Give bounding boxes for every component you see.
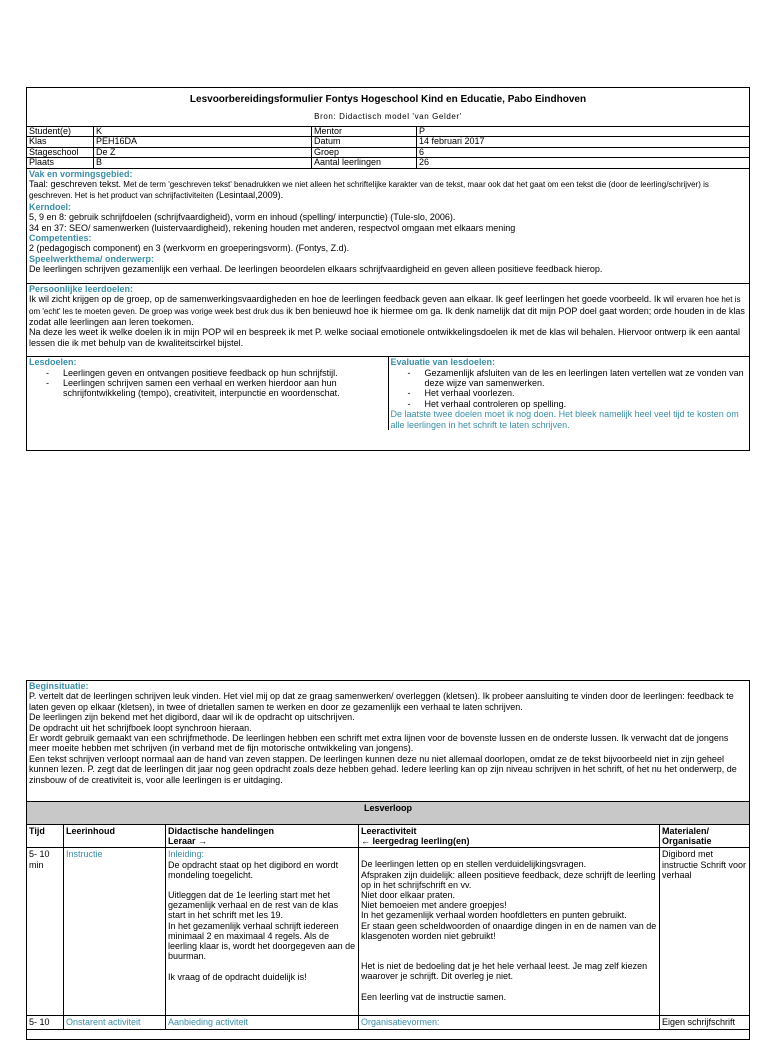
- competenties-text: 2 (pedagogisch component) en 3 (werkvorm en groeperingsvorm). (Fontys, Z.d).: [29, 243, 350, 254]
- persoonlijk-p1c: ik ben benieuwd hoe ik hiermee om ga. Ik denk namelijk dat dit mijn POP doel gaat worden; orde houden in de klas zodat alle leerlingen aan leren toekomen.: [29, 305, 745, 327]
- beginsituatie-label: Beginsituatie:: [29, 681, 89, 691]
- lesson-form-page-1: [26, 87, 750, 451]
- vak-section: [27, 169, 749, 283]
- beginsituatie-line: De leerlingen zijn bekend met het digibord, daar wil ik de opdracht op uitschrijven.: [29, 712, 355, 723]
- row-leeractiviteit: Organisatievormen:: [359, 1016, 660, 1029]
- lesdoel-item: - Leerlingen schrijven samen een verhaal en werken hierdoor aan hun schrijfontwikkeling (tempo), creativiteit, interpunctie en woordenschat.: [63, 378, 386, 399]
- evaluatie-item: - Het verhaal controleren op spelling.: [425, 399, 748, 409]
- kerndoel-line-1: 5, 9 en 8: gebruik schrijfdoelen (schrijfvaardigheid), vorm en inhoud (spelling/ interpunctie) (Tule-slo, 2006).: [29, 212, 456, 223]
- beginsituatie-section: [27, 681, 749, 801]
- vak-label: Vak en vormingsgebied:: [29, 168, 133, 179]
- col-didactisch: Didactische handelingen Leraar →: [166, 825, 359, 848]
- evaluatie-item: - Het verhaal voorlezen.: [425, 388, 748, 398]
- persoonlijk-p1a: Ik wil zicht krijgen op de groep, op de samenwerkingsvaardigheden en hoe de leerlingen feedback geven aan elkaar. Ik geef leerlingen het goede voorbeeld. Ik wil: [29, 294, 677, 305]
- lesdoelen-cell: [27, 357, 389, 430]
- thema-label: Speelwerkthema/ onderwerp:: [29, 253, 155, 264]
- info-label: Aantal leerlingen: [312, 158, 417, 168]
- evaluatie-item: - Gezamenlijk afsluiten van de les en leerlingen laten vertellen wat ze vonden van deze wijze van samenwerken.: [425, 368, 748, 389]
- row-didactisch: Inleiding: De opdracht staat op het digibord en wordt mondeling toegelicht. Uitleggen dat de 1e leerling start met het gezamenlijk verhaal en de rest van de klas start in het schrift met les 19. In het gezamenlijk verhaal schrijft iedereen minimaal 2 en maximaal 4 regels. Als de leerling klaar is, wordt het doorgegeven aan de buurman. Ik vraag of de opdracht duidelijk is!: [166, 848, 359, 1016]
- lesverloop-row: [27, 848, 750, 1016]
- competenties-label: Competenties:: [29, 233, 92, 244]
- info-label: Klas: [27, 137, 94, 147]
- lesdoelen-label: Lesdoelen:: [29, 357, 77, 368]
- persoonlijk-section: [27, 283, 749, 356]
- persoonlijk-p1b: ervaren hoe het is om 'echt' les te moeten geven. De groep was vorige week best druk dus: [29, 295, 741, 316]
- col-leeractiviteit: Leeractiviteit ← leergedrag leerling(en): [359, 825, 660, 848]
- row-tijd: 5- 10: [27, 1016, 64, 1029]
- info-label: Datum: [312, 137, 417, 147]
- info-value: De Z: [94, 147, 312, 157]
- vak-text: Met de term 'geschreven tekst' benadrukken we niet alleen het schriftelijke karakter van de tekst, maar ook dat het gaat om een tekst die (door de leerling/schrijver) is geschreven. Het is het product van schrijfactiviteiten: [29, 180, 709, 201]
- lesdoel-item: - Leerlingen geven en ontvangen positieve feedback op hun schrijfstijl.: [63, 368, 386, 378]
- vak-ref: (Lesintaal,2009).: [213, 190, 284, 201]
- info-label: Mentor: [312, 127, 417, 137]
- col-inhoud: Leerinhoud: [64, 825, 166, 848]
- row-tijd: 5- 10 min: [27, 848, 64, 1016]
- persoonlijk-p2: Na deze les weet ik welke doelen ik in mijn POP wil en bespreek ik met P. welke sociaal emotionele ontwikkelingsdoelen ik met de klas wil behalen. Hiervoor ontwerp ik een aantal lessen die ik met behulp van de kwaliteitscirkel bijstel.: [29, 327, 741, 348]
- vak-lead: Taal: geschreven tekst.: [29, 179, 122, 190]
- student-info-table: [26, 126, 750, 169]
- row-materialen: Eigen schrijfschrift: [660, 1016, 750, 1029]
- lesson-form-page-2: [26, 680, 750, 1040]
- lesverloop-title-row: [27, 802, 750, 825]
- info-value: B: [94, 158, 312, 168]
- info-label: Plaats: [27, 158, 94, 168]
- row-inhoud: Onstarent activiteit: [64, 1016, 166, 1029]
- kerndoel-label: Kerndoel:: [29, 201, 72, 212]
- col-tijd: Tijd: [27, 825, 64, 848]
- row-inhoud: Instructie: [64, 848, 166, 1016]
- beginsituatie-line: P. vertelt dat de leerlingen schrijven leuk vinden. Het viel mij op dat ze graag samenwerken/ overleggen (kletsen). Ik probeer aansluiting te vinden door de leerlingen: feedback te laten geven op elkaar (kletsen), in twee of drietallen samen te werken en door ze gezamenlijk een verhaal te laten schrijven.: [29, 691, 734, 712]
- info-label: Student(e): [27, 127, 94, 137]
- info-label: Stageschool: [27, 147, 94, 157]
- form-source: Bron: Didactisch model 'van Gelder': [314, 112, 462, 121]
- row-didactisch: Aanbieding activiteit: [166, 1016, 359, 1029]
- beginsituatie-line: De opdracht uit het schrijfboek loopt synchroon hieraan.: [29, 722, 252, 733]
- evaluatie-cell: [389, 357, 750, 430]
- evaluatie-note: De laatste twee doelen moet ik nog doen. Het bleek namelijk heel veel tijd te kosten om alle leerlingen in het schrift te laten schrijven.: [390, 409, 739, 430]
- info-row: [27, 147, 750, 157]
- lesverloop-row: [27, 1016, 750, 1029]
- info-value: P: [417, 127, 750, 137]
- row-materialen: Digibord met instructie Schrift voor verhaal: [660, 848, 750, 1016]
- info-label: Groep: [312, 147, 417, 157]
- kerndoel-line-2: 34 en 37: SEO/ samenwerken (luistervaardigheid), rekening houden met anderen, respectvol omgaan met elkaars mening: [29, 222, 516, 233]
- lesverloop-table: [26, 801, 750, 1030]
- info-value: 26: [417, 158, 750, 168]
- doelen-section: [27, 356, 749, 430]
- info-row: [27, 127, 750, 137]
- info-value: 14 februari 2017: [417, 137, 750, 147]
- lesverloop-header-row: [27, 825, 750, 848]
- info-value: 6: [417, 147, 750, 157]
- info-row: [27, 158, 750, 168]
- info-row: [27, 137, 750, 147]
- evaluatie-label: Evaluatie van lesdoelen:: [390, 357, 496, 368]
- thema-text: De leerlingen schrijven gezamenlijk een verhaal. De leerlingen beoordelen elkaars schrijfvaardigheid en geven alleen positieve feedback hierop.: [29, 264, 603, 275]
- col-materialen: Materialen/ Organisatie: [660, 825, 750, 848]
- form-title: Lesvoorbereidingsformulier Fontys Hogeschool Kind en Educatie, Pabo Eindhoven: [189, 94, 587, 105]
- lesverloop-title: Lesverloop: [27, 802, 750, 825]
- info-value: K: [94, 127, 312, 137]
- beginsituatie-line: Een tekst schrijven verloopt normaal aan de hand van zeven stappen. De leerlingen kunnen deze nu niet allemaal doorlopen, omdat ze de tekst bijvoorbeeld niet in zijn geheel kunnen lezen. P. zegt dat de leerlingen dit jaar nog geen opdracht zoals deze hebben gehad. Iedere leerling kan op zijn niveau schrijven in het schrift, of het nu het onderwerp, de zinsbouw of de creativiteit is, voor alle leerlingen is er uitdaging.: [29, 753, 737, 785]
- info-value: PEH16DA: [94, 137, 312, 147]
- beginsituatie-line: Er wordt gebruik gemaakt van een schrijfmethode. De leerlingen hebben een schrift met extra lijnen voor de bovenste lussen en de onderste lussen. Ik verwacht dat de jongens meer moeite hebben met schrijven (in verband met de fijn motorische ontwikkeling van jongens).: [29, 733, 729, 754]
- row-leeractiviteit: De leerlingen letten op en stellen verduidelijkingsvragen. Afspraken zijn duidelijk: alleen positieve feedback, deze schrijft de leerling op in het schrijfschrift en vv. Niet door elkaar praten. Niet bemoeien met andere groepjes! In het gezamenlijk verhaal worden hoofdletters en punten gebruikt. Er staan geen scheldwoorden of onaardige dingen in en de namen van de klasgenoten worden niet gebruikt! Het is niet de bedoeling dat je het hele verhaal leest. Je mag zelf kiezen waarover je schrijft. Dit overleg je niet. Een leerling vat de instructie samen.: [359, 848, 660, 1016]
- persoonlijk-label: Persoonlijke leerdoelen:: [29, 283, 134, 294]
